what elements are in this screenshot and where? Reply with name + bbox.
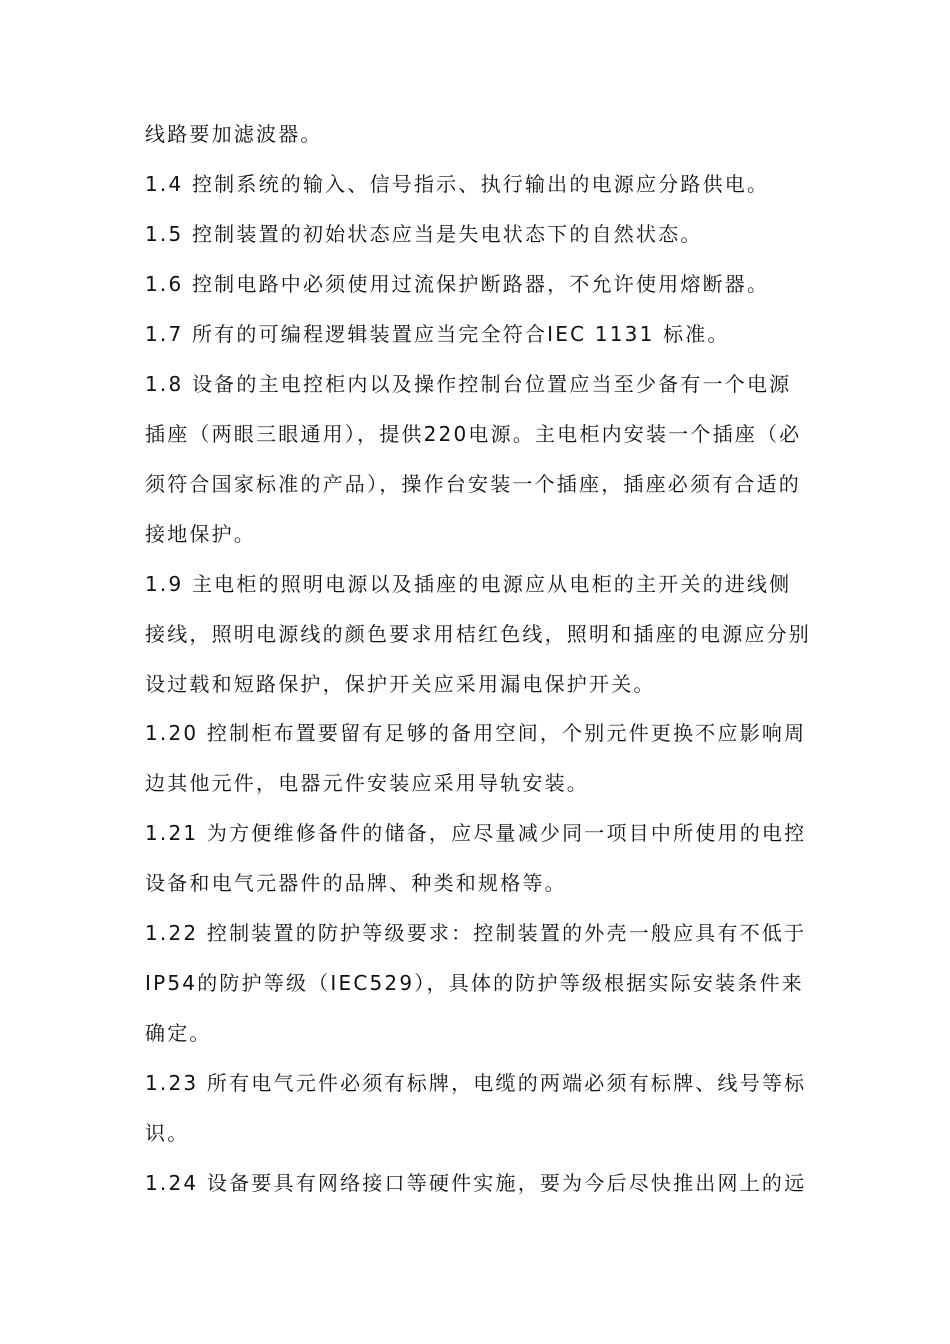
text-line: 1.5 控制装置的初始状态应当是失电状态下的自然状态。 — [145, 222, 703, 246]
text-line: 1.22 控制装置的防护等级要求：控制装置的外壳一般应具有不低于 — [145, 921, 807, 945]
text-line: 设过载和短路保护，保护开关应采用漏电保护开关。 — [145, 672, 656, 696]
text-line: IP54的防护等级（IEC529），具体的防护等级根据实际安装条件来 — [145, 971, 804, 995]
text-line: 插座（两眼三眼通用），提供220电源。主电柜内安装一个插座（必 — [145, 422, 802, 446]
text-line: 1.21 为方便维修备件的储备，应尽量减少同一项目中所使用的电控 — [145, 821, 807, 845]
text-line: 设备和电气元器件的品牌、种类和规格等。 — [145, 871, 567, 895]
text-line: 1.6 控制电路中必须使用过流保护断路器，不允许使用熔断器。 — [145, 272, 770, 296]
text-line: 接线，照明电源线的颜色要求用桔红色线，照明和插座的电源应分别 — [145, 622, 811, 646]
text-line: 1.20 控制柜布置要留有足够的备用空间，个别元件更换不应影响周 — [145, 721, 807, 745]
text-line: 1.24 设备要具有网络接口等硬件实施，要为今后尽快推出网上的远 — [145, 1171, 807, 1195]
text-line: 1.4 控制系统的输入、信号指示、执行输出的电源应分路供电。 — [145, 172, 770, 196]
text-line: 须符合国家标准的产品），操作台安装一个插座，插座必须有合适的 — [145, 472, 801, 496]
text-line: 1.9 主电柜的照明电源以及插座的电源应从电柜的主开关的进线侧 — [145, 572, 792, 596]
text-line: 1.7 所有的可编程逻辑装置应当完全符合IEC 1131 标准。 — [145, 322, 730, 346]
text-line: 确定。 — [145, 1021, 212, 1045]
text-line: 1.23 所有电气元件必须有标牌，电缆的两端必须有标牌、线号等标 — [145, 1071, 807, 1095]
text-line: 接地保护。 — [145, 522, 256, 546]
text-line: 1.8 设备的主电控柜内以及操作控制台位置应当至少备有一个电源 — [145, 372, 792, 396]
text-line: 边其他元件，电器元件安装应采用导轨安装。 — [145, 771, 589, 795]
text-line: 线路要加滤波器。 — [145, 122, 323, 146]
text-line: 识。 — [145, 1121, 190, 1145]
